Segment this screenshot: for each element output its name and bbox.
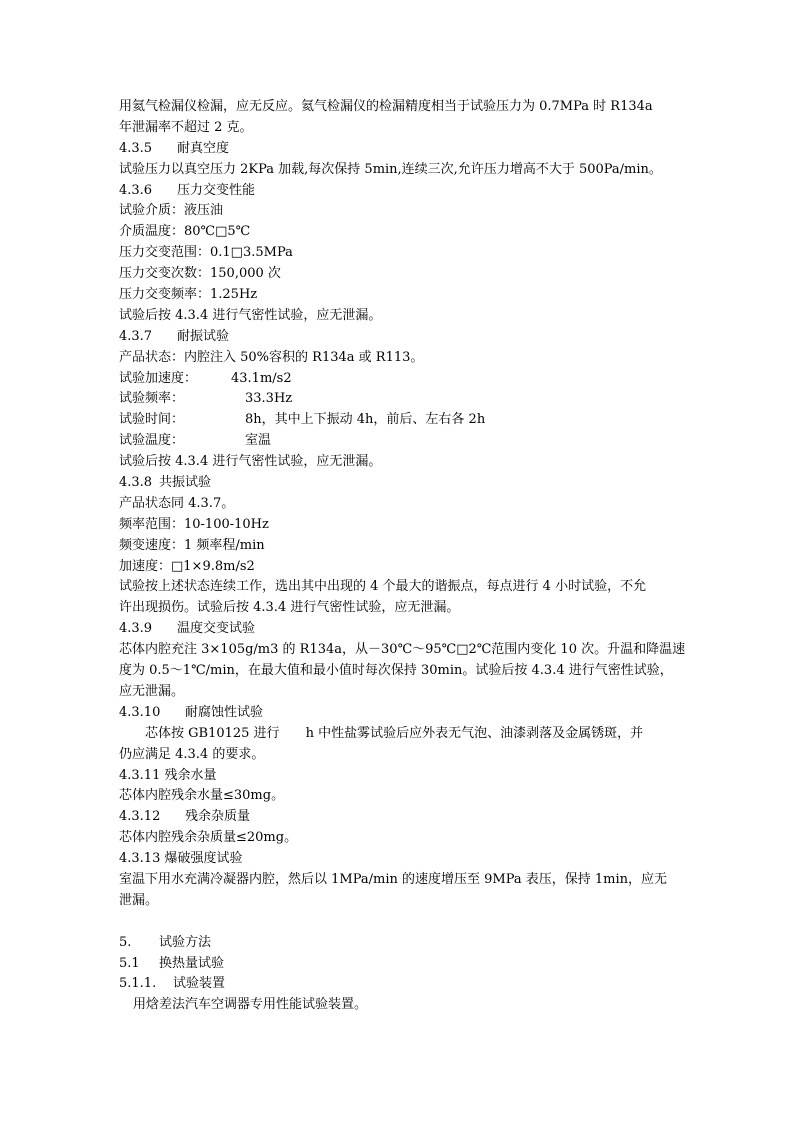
section-number: 4.3.7 [119,328,153,344]
section-4-3-11-heading: 4.3.11 残余水量 [119,767,217,783]
resonance-frequency-range: 频率范围：10-100-10Hz [119,516,269,532]
field-label: 试验时间： [119,412,185,428]
section-4-3-10-heading [119,703,679,724]
section-4-3-6-heading [119,181,679,202]
pressure-cycles: 压力交变次数：150,000 次 [119,266,281,282]
temperature-cycle-line-1: 芯体内腔充注 3×105g/m3 的 R134a，从－30℃～95℃□2℃范围内变化 10 次。升温和降温速 [119,642,686,658]
section-number: 4.3.6 [119,182,153,198]
section-number: 4.3.9 [119,621,153,637]
resonance-acceleration: 加速度：□1×9.8m/s2 [119,558,255,574]
section-number: 4.3.10 [119,704,161,720]
residual-impurity-text: 芯体内腔残余杂质量≤20mg。 [119,830,298,846]
section-title: 残余杂质量 [185,809,251,825]
residual-water-text: 芯体内腔残余水量≤30mg。 [119,788,285,804]
section-4-3-9-heading [119,619,679,640]
pressure-range: 压力交变范围：0.1□3.5MPa [119,245,293,261]
burst-strength-line-1: 室温下用水充满冷凝器内腔，然后以 1MPa/min 的速度增压至 9MPa 表压，保持 1min，应无 [119,871,668,887]
section-4-3-8-heading [119,473,679,494]
corrosion-line-2: 仍应满足 4.3.4 的要求。 [119,746,265,762]
section-title: 换热量试验 [159,955,225,971]
section-number: 4.3.8 [119,475,153,491]
burst-strength-line-2: 泄漏。 [119,892,159,908]
field-value: 8h，其中上下振动 4h，前后、左右各 2h [245,412,486,428]
document-page [119,97,686,1016]
vibration-product-state: 产品状态：内腔注入 50%容积的 R134a 或 R113。 [119,349,424,365]
field-label: 试验频率： [119,391,185,407]
section-5-1-heading [119,954,679,975]
resonance-sweep-speed: 频变速度：1 频率程/min [119,537,265,553]
section-title: 压力交变性能 [177,182,256,198]
intro-line-2: 年泄漏率不超过 2 克。 [119,119,253,135]
corrosion-text-b: h 中性盐雾试验后应外表无气泡、油漆剥落及金属锈斑，并 [305,725,644,741]
section-5-1-1-heading [119,974,679,995]
field-label: 试验温度： [119,433,185,449]
pressure-after-test: 试验后按 4.3.4 进行气密性试验，应无泄漏。 [119,307,382,323]
temperature-cycle-line-2: 度为 0.5～1℃/min，在最大值和最小值时每次保持 30min。试验后按 4.3.4 进行气密性试验， [119,663,673,679]
section-number: 5.1.1. [119,976,157,992]
field-value: 43.1m/s2 [231,370,292,386]
section-title: 耐腐蚀性试验 [185,704,264,720]
field-value: 室温 [245,433,272,449]
resonance-paragraph-line-2: 许出现损伤。试验后按 4.3.4 进行气密性试验，应无泄漏。 [119,600,460,616]
intro-line-1: 用氦气检漏仪检漏，应无反应。氦气检漏仪的检漏精度相当于试验压力为 0.7MPa 时 R134a [119,99,653,114]
section-title: 耐振试验 [177,328,230,344]
section-4-3-5-text: 试验压力以真空压力 2KPa 加载,每次保持 5min,连续三次,允许压力增高不大于 500Pa/min。 [119,161,662,177]
section-title: 试验装置 [173,976,226,992]
medium-temperature: 介质温度：80℃□5℃ [119,224,251,240]
section-4-3-7-heading [119,327,679,348]
section-4-3-5-heading [119,139,679,160]
vibration-after-test: 试验后按 4.3.4 进行气密性试验，应无泄漏。 [119,454,382,470]
temperature-cycle-line-3: 应无泄漏。 [119,683,185,699]
section-number: 5. [119,934,132,950]
pressure-medium: 试验介质：液压油 [119,203,224,219]
section-title: 温度交变试验 [177,621,256,637]
section-4-3-12-heading [119,807,679,828]
resonance-paragraph-line-1: 试验按上述状态连续工作，选出其中出现的 4 个最大的谐振点，每点进行 4 小时试验，不允 [119,579,647,595]
section-5-heading [119,933,679,954]
resonance-state: 产品状态同 4.3.7。 [119,495,235,511]
section-title: 试验方法 [159,934,212,950]
vibration-time [119,410,679,431]
section-4-3-13-heading: 4.3.13 爆破强度试验 [119,851,243,867]
field-value: 33.3Hz [245,391,293,407]
vibration-acceleration [119,369,679,390]
blank-line [119,912,679,933]
pressure-frequency: 压力交变频率：1.25Hz [119,287,258,303]
test-apparatus-text: 用焓差法汽车空调器专用性能试验装置。 [133,997,368,1013]
section-title: 耐真空度 [177,140,230,156]
section-title: 共振试验 [159,475,212,491]
vibration-frequency [119,389,679,410]
section-number: 5.1 [119,955,140,971]
corrosion-text-a: 芯体按 GB10125 进行 [145,725,280,741]
section-number: 4.3.12 [119,809,161,825]
section-number: 4.3.5 [119,140,153,156]
field-label: 试验加速度： [119,370,198,386]
corrosion-line-1 [119,724,679,745]
vibration-temperature [119,431,679,452]
